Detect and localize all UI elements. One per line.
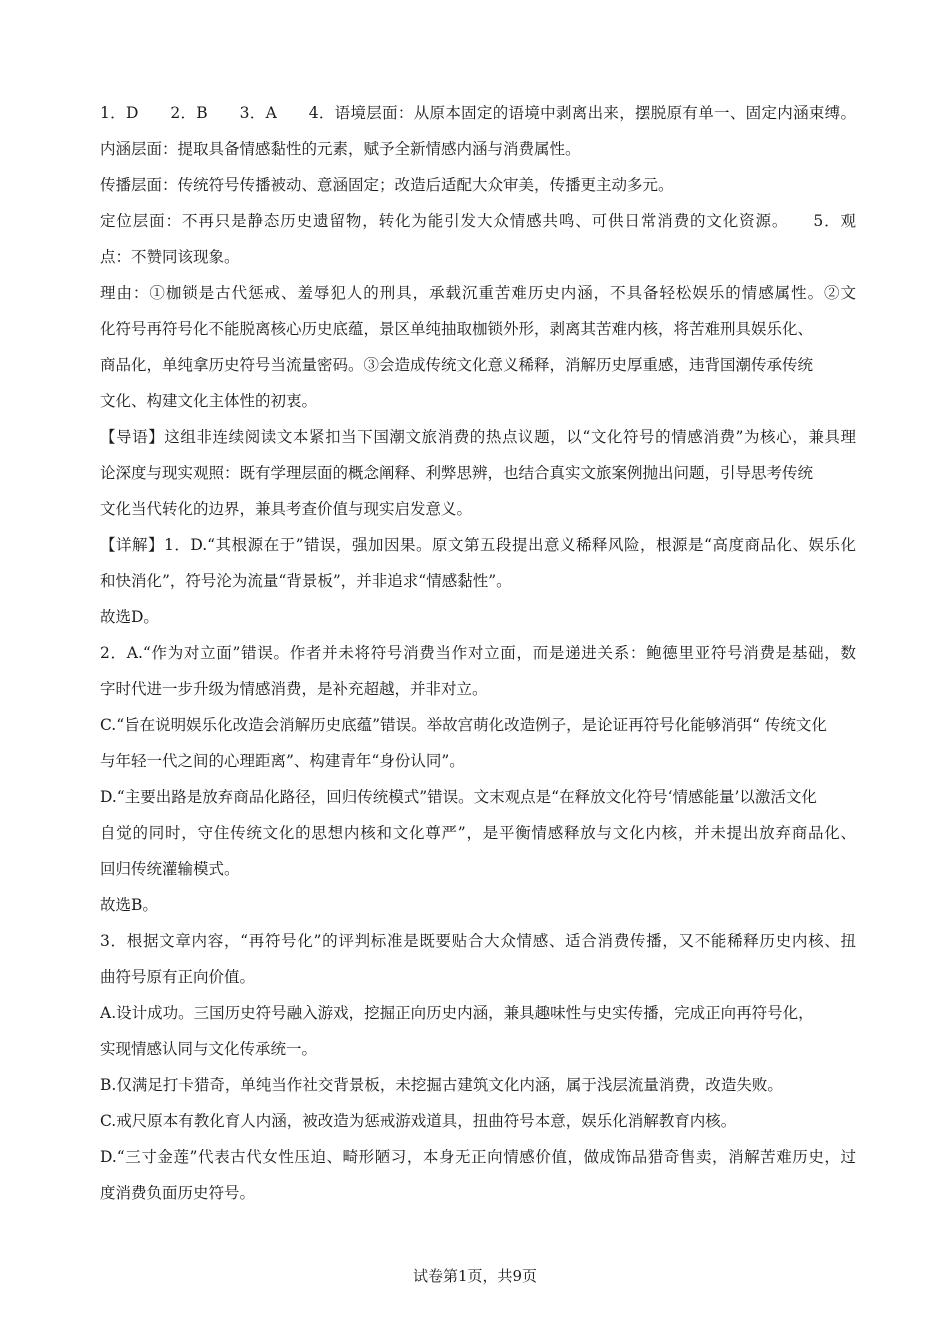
text-line: A.设计成功。三国历史符号融入游戏，挖掘正向历史内涵，兼具趣味性与史实传播，完成正向再符号化， <box>100 1004 814 1022</box>
text-line: 故选B。 <box>100 896 158 914</box>
text-line: 与年轻一代之间的心理距离”、构建青年“身份认同”。 <box>100 752 465 770</box>
text-line: 定位层面：不再只是静态历史遗留物，转化为能引发大众情感共鸣、可供日常消费的文化资源。 5．观 <box>100 212 856 230</box>
text-line: B.仅满足打卡猎奇，单纯当作社交背景板，未挖掘古建筑文化内涵，属于浅层流量消费，改造失败。 <box>100 1076 783 1094</box>
text-line: 故选D。 <box>100 608 159 626</box>
text-line: 商品化，单纯拿历史符号当流量密码。③会造成传统文化意义稀释，消解历史厚重感，违背国潮传承传统 <box>100 356 814 374</box>
text-line: 化符号再符号化不能脱离核心历史底蕴，景区单纯抽取枷锁外形，剥离其苦难内核，将苦难刑具娱乐化、 <box>100 320 814 338</box>
text-line: 1．D 2．B 3．A 4．语境层面：从原本固定的语境中剥离出来，摆脱原有单一、固定内涵束缚。 <box>100 104 856 122</box>
text-line: 字时代进一步升级为情感消费，是补充超越，并非对立。 <box>100 680 488 698</box>
text-line: 2．A.“作为对立面”错误。作者并未将符号消费当作对立面，而是递进关系：鲍德里亚符号消费是基础，数 <box>100 644 856 662</box>
text-line: 论深度与现实观照：既有学理层面的概念阐释、利弊思辨，也结合真实文旅案例抛出问题，引导思考传统 <box>100 464 814 482</box>
text-line: D.“主要出路是放弃商品化路径，回归传统模式”错误。文末观点是“在释放文化符号‘情感能量’以激活文化 <box>100 788 817 806</box>
text-line: 回归传统灌输模式。 <box>100 860 240 878</box>
text-line: 点：不赞同该现象。 <box>100 248 240 266</box>
answer-key-body <box>100 95 856 1211</box>
text-line: C.戒尺原本有教化育人内涵，被改造为惩戒游戏道具，扭曲符号本意，娱乐化消解教育内核。 <box>100 1112 737 1130</box>
text-line: 文化当代转化的边界，兼具考查价值与现实启发意义。 <box>100 500 473 518</box>
text-line: 理由：①枷锁是古代惩戒、羞辱犯人的刑具，承载沉重苦难历史内涵，不具备轻松娱乐的情感属性。②文 <box>100 284 856 302</box>
text-line: 文化、构建文化主体性的初衷。 <box>100 392 318 410</box>
page-footer <box>0 1265 950 1287</box>
text-line: 自觉的同时，守住传统文化的思想内核和文化尊严”，是平衡情感释放与文化内核，并未提出放弃商品化、 <box>100 824 856 842</box>
page-number-label: 试卷第1页，共9页 <box>412 1267 538 1285</box>
text-line: 【详解】1．D.“其根源在于”错误，强加因果。原文第五段提出意义稀释风险，根源是“高度商品化、娱乐化 <box>100 536 856 554</box>
text-line: 度消费负面历史符号。 <box>100 1184 256 1202</box>
text-line: 传播层面：传统符号传播被动、意涵固定；改造后适配大众审美，传播更主动多元。 <box>100 176 674 194</box>
text-line: 内涵层面：提取具备情感黏性的元素，赋予全新情感内涵与消费属性。 <box>100 140 581 158</box>
text-line: 和快消化”，符号沦为流量“背景板”，并非追求“情感黏性”。 <box>100 572 512 590</box>
text-line: 实现情感认同与文化传承统一。 <box>100 1040 318 1058</box>
text-line: 3．根据文章内容，“再符号化”的评判标准是既要贴合大众情感、适合消费传播，又不能稀释历史内核、扭 <box>100 932 856 950</box>
text-line: 曲符号原有正向价值。 <box>100 968 256 986</box>
text-line: 【导语】这组非连续阅读文本紧扣当下国潮文旅消费的热点议题，以“文化符号的情感消费”为核心，兼具理 <box>100 428 856 446</box>
text-line: D.“三寸金莲”代表古代女性压迫、畸形陋习，本身无正向情感价值，做成饰品猎奇售卖，消解苦难历史，过 <box>100 1148 856 1166</box>
text-line: C.“旨在说明娱乐化改造会消解历史底蕴”错误。举故宫萌化改造例子，是论证再符号化能够消弭“ 传统文化 <box>100 716 827 734</box>
